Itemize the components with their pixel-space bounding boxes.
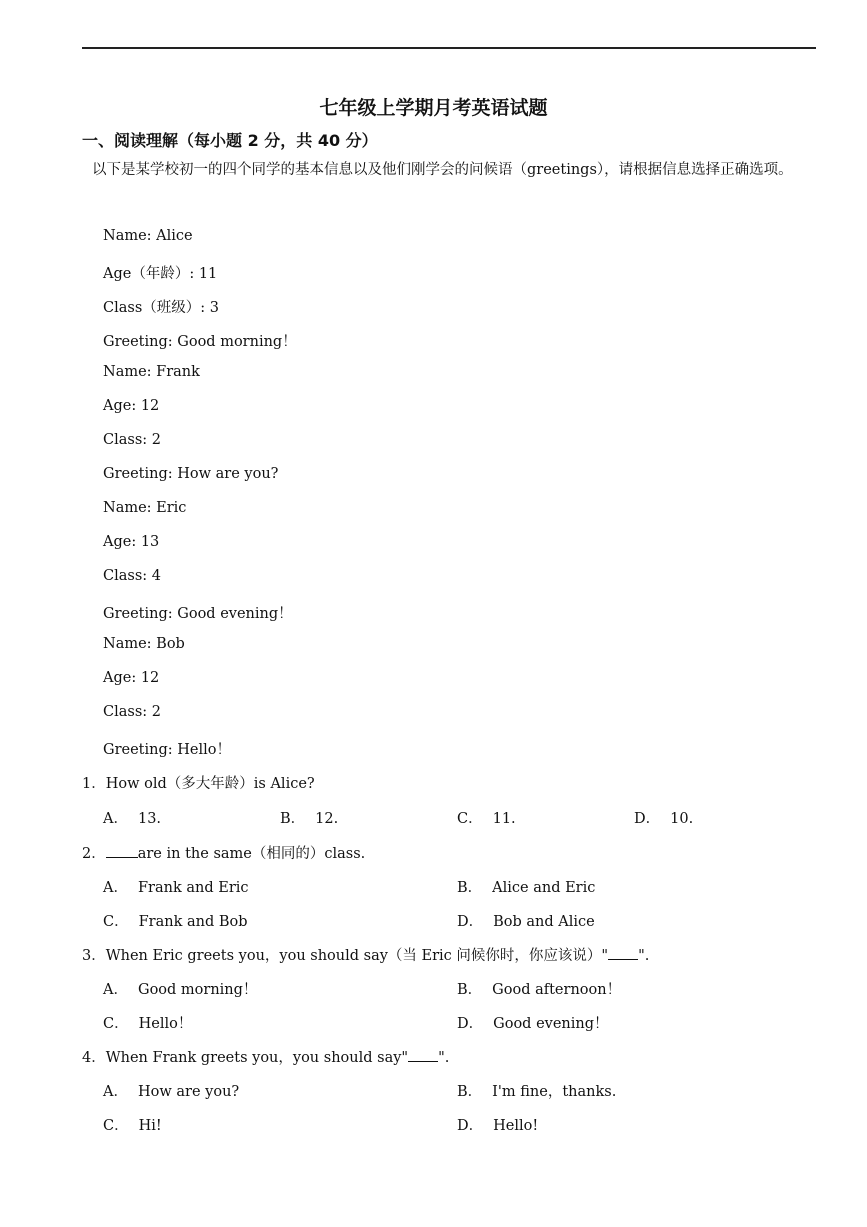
student-age: Age: 12 <box>103 398 160 414</box>
option-d[interactable] <box>457 910 595 931</box>
student-greeting: Greeting: Good morning！ <box>103 334 297 350</box>
option-letter: C． <box>457 811 483 827</box>
option-text: Good afternoon！ <box>492 982 622 998</box>
option-b[interactable] <box>280 807 338 828</box>
option-text: I'm fine，thanks. <box>492 1084 617 1100</box>
option-b[interactable] <box>457 876 595 897</box>
option-text: How are you? <box>137 1084 240 1100</box>
question-text: are in the same（相同的）class. <box>137 846 366 862</box>
option-text: Frank and Bob <box>138 914 248 930</box>
option-b[interactable] <box>457 1080 616 1101</box>
option-text: 10. <box>670 811 694 827</box>
answer-blank[interactable] <box>608 947 638 960</box>
question-text-end: ". <box>438 1050 450 1066</box>
option-letter: A． <box>103 811 128 827</box>
option-text: Hi! <box>138 1118 162 1134</box>
option-c[interactable] <box>457 807 516 828</box>
option-letter: B． <box>457 982 483 998</box>
question-1 <box>82 772 315 793</box>
student-age: Age: 13 <box>103 534 160 550</box>
option-b[interactable] <box>457 978 621 999</box>
option-a[interactable] <box>103 1080 239 1101</box>
question-number: 2． <box>82 846 106 862</box>
option-text: Good morning！ <box>137 982 258 998</box>
option-letter: C． <box>103 1016 129 1032</box>
option-letter: D． <box>457 1016 484 1032</box>
option-c[interactable] <box>103 1114 162 1135</box>
option-text: Alice and Eric <box>492 880 596 896</box>
header-rule <box>82 47 816 49</box>
question-number: 3． <box>82 948 106 964</box>
option-letter: A． <box>103 1084 128 1100</box>
option-a[interactable] <box>103 876 249 897</box>
student-name: Name: Frank <box>103 364 200 380</box>
option-letter: C． <box>103 914 129 930</box>
option-text: 12. <box>315 811 339 827</box>
student-class: Class（班级）: 3 <box>103 300 219 316</box>
student-greeting: Greeting: Good evening！ <box>103 606 293 622</box>
question-text: How old（多大年龄）is Alice? <box>105 776 315 792</box>
option-letter: A． <box>103 880 128 896</box>
question-text-end: ". <box>638 948 650 964</box>
intro-paragraph: 以下是某学校初一的四个同学的基本信息以及他们刚学会的问候语（greetings），请根据信息选择正确选项。 <box>92 162 793 178</box>
question-text: When Frank greets you，you should say" <box>105 1050 409 1066</box>
option-letter: D． <box>634 811 661 827</box>
student-name: Name: Eric <box>103 500 187 516</box>
option-letter: D． <box>457 1118 484 1134</box>
student-greeting: Greeting: How are you? <box>103 466 279 482</box>
answer-blank[interactable] <box>106 845 138 858</box>
option-text: Bob and Alice <box>493 914 595 930</box>
option-letter: C． <box>103 1118 129 1134</box>
option-letter: D． <box>457 914 484 930</box>
student-class: Class: 4 <box>103 568 161 584</box>
option-text: Good evening！ <box>493 1016 609 1032</box>
student-class: Class: 2 <box>103 432 161 448</box>
question-text: When Eric greets you，you should say（当 Eric 问候你时，你应该说）" <box>105 948 609 964</box>
student-greeting: Greeting: Hello！ <box>103 742 231 758</box>
student-age: Age（年龄）: 11 <box>103 266 218 282</box>
option-d[interactable] <box>457 1012 609 1033</box>
option-d[interactable] <box>457 1114 538 1135</box>
student-name: Name: Alice <box>103 228 193 244</box>
option-letter: B． <box>280 811 306 827</box>
answer-blank[interactable] <box>408 1049 438 1062</box>
option-c[interactable] <box>103 910 248 931</box>
option-a[interactable] <box>103 807 161 828</box>
option-letter: B． <box>457 1084 483 1100</box>
option-letter: A． <box>103 982 128 998</box>
option-d[interactable] <box>634 807 693 828</box>
student-class: Class: 2 <box>103 704 161 720</box>
question-2 <box>82 842 365 863</box>
option-text: Frank and Eric <box>137 880 249 896</box>
section-heading: 一、阅读理解（每小题 2 分，共 40 分） <box>82 131 378 150</box>
question-number: 4． <box>82 1050 106 1066</box>
option-letter: B． <box>457 880 483 896</box>
page-title: 七年级上学期月考英语试题 <box>319 97 548 119</box>
option-text: Hello！ <box>138 1016 193 1032</box>
option-text: Hello! <box>493 1118 539 1134</box>
question-3 <box>82 944 649 965</box>
option-a[interactable] <box>103 978 257 999</box>
option-c[interactable] <box>103 1012 192 1033</box>
option-text: 11. <box>492 811 516 827</box>
student-age: Age: 12 <box>103 670 160 686</box>
question-number: 1． <box>82 776 106 792</box>
question-4 <box>82 1046 449 1067</box>
option-text: 13. <box>137 811 162 827</box>
student-name: Name: Bob <box>103 636 185 652</box>
